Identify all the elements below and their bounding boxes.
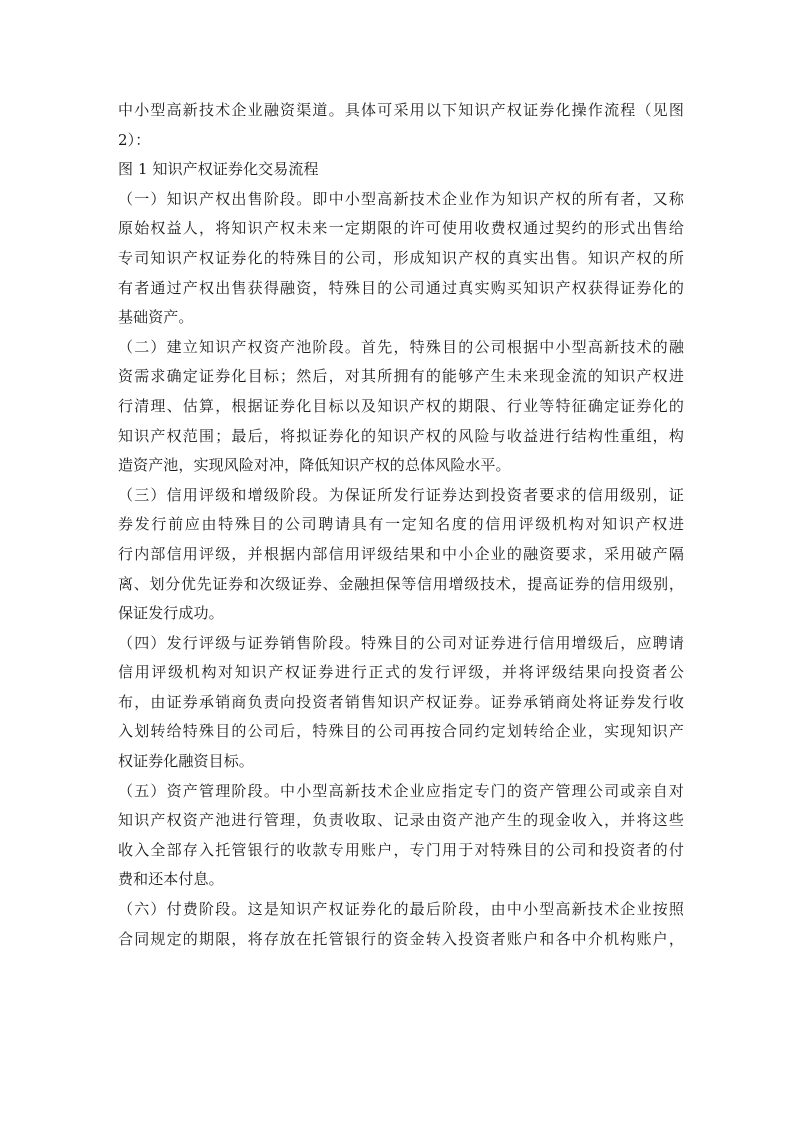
- text-line: （六）付费阶段。这是知识产权证券化的最后阶段，由中小型高新技术企业按照: [118, 900, 684, 919]
- text-line: （五）资产管理阶段。中小型高新技术企业应指定专门的资产管理公司或亲自对: [118, 781, 684, 800]
- text-line: 费和还本付息。: [118, 870, 224, 889]
- text-line: （四）发行评级与证券销售阶段。特殊目的公司对证券进行信用增级后，应聘请: [118, 633, 684, 652]
- text-line: （一）知识产权出售阶段。即中小型高新技术企业作为知识产权的所有者，又称: [118, 189, 684, 208]
- text-line: 合同规定的期限，将存放在托管银行的资金转入投资者账户和各中介机构账户，: [118, 929, 684, 948]
- text-line: 造资产池，实现风险对冲，降低知识产权的总体风险水平。: [118, 456, 511, 475]
- text-line: （二）建立知识产权资产池阶段。首先，特殊目的公司根据中小型高新技术的融: [118, 337, 684, 356]
- text-line: 入划转给特殊目的公司后，特殊目的公司再按合同约定划转给企业，实现知识产: [118, 722, 684, 741]
- text-line: 收入全部存入托管银行的收款专用账户，专门用于对特殊目的公司和投资者的付: [118, 840, 684, 859]
- text-line: （三）信用评级和增级阶段。为保证所发行证券达到投资者要求的信用级别，证: [118, 485, 684, 504]
- text-line: 2）：: [118, 130, 151, 149]
- text-line: 专司知识产权证券化的特殊目的公司，形成知识产权的真实出售。知识产权的所: [118, 248, 684, 267]
- text-line: 中小型高新技术企业融资渠道。具体可采用以下知识产权证券化操作流程（见图: [118, 101, 684, 119]
- text-line: 离、划分优先证券和次级证券、金融担保等信用增级技术，提高证券的信用级别，: [118, 574, 684, 593]
- document-body: [118, 96, 684, 954]
- text-line: 知识产权范围；最后，将拟证券化的知识产权的风险与收益进行结构性重组，构: [118, 426, 684, 445]
- text-line: 原始权益人，将知识产权未来一定期限的许可使用收费权通过契约的形式出售给: [118, 219, 684, 238]
- text-line: 资需求确定证券化目标；然后，对其所拥有的能够产生未来现金流的知识产权进: [118, 367, 684, 386]
- text-line: 布，由证券承销商负责向投资者销售知识产权证券。证券承销商处将证券发行收: [118, 692, 684, 711]
- text-line: 权证券化融资目标。: [118, 752, 254, 771]
- text-line: 知识产权资产池进行管理，负责收取、记录由资产池产生的现金收入，并将这些: [118, 811, 684, 830]
- text-line: 行内部信用评级，并根据内部信用评级结果和中小企业的融资要求，采用破产隔: [118, 544, 684, 563]
- text-line: 图 1 知识产权证券化交易流程: [118, 160, 319, 179]
- text-line: 信用评级机构对知识产权证券进行正式的发行评级，并将评级结果向投资者公: [118, 663, 684, 682]
- text-line: 券发行前应由特殊目的公司聘请具有一定知名度的信用评级机构对知识产权进: [118, 515, 684, 534]
- text-line: 保证发行成功。: [118, 604, 224, 623]
- text-line: 有者通过产权出售获得融资，特殊目的公司通过真实购买知识产权获得证券化的: [118, 278, 684, 297]
- text-line: 基础资产。: [118, 308, 194, 327]
- text-line: 行清理、估算，根据证券化目标以及知识产权的期限、行业等特征确定证券化的: [118, 396, 684, 415]
